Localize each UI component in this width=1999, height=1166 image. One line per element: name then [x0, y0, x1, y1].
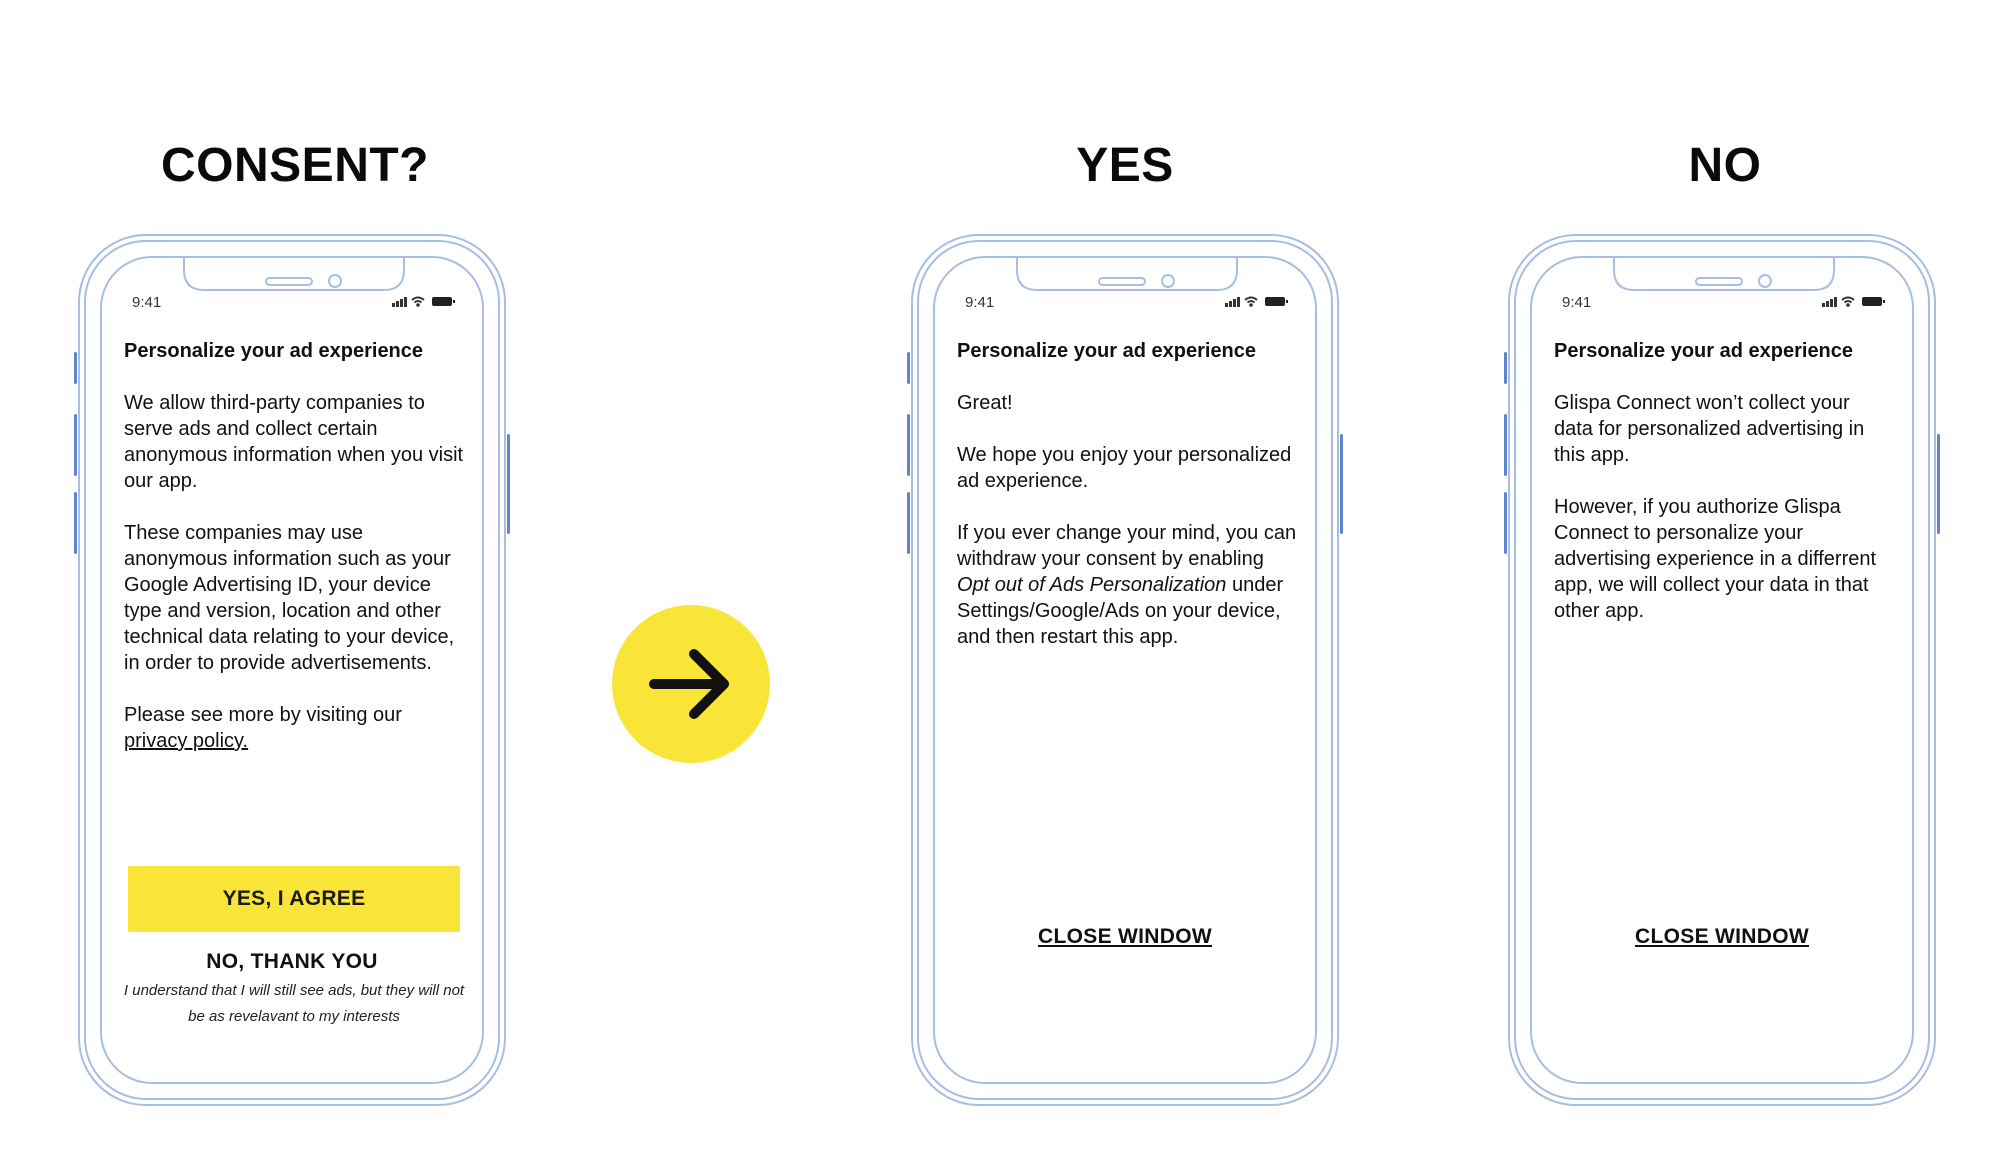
consent-phone: [78, 234, 506, 1106]
battery-icon: [1265, 297, 1288, 306]
restart-text: under Settings/Google/Ads on your device, and then restart this app.: [957, 574, 1284, 648]
no-phone: [1508, 234, 1936, 1106]
volume-up-button: [907, 414, 910, 476]
status-time: 9:41: [1562, 294, 1592, 311]
consent-content: [124, 338, 464, 780]
volume-up-button: [1504, 414, 1507, 476]
status-icons: [1225, 294, 1289, 313]
consent-paragraph-2: These companies may use anonymous information such as your Google Advertising ID, your device type and version, location and other technical data relating to your device, in order to provide advertisements.: [124, 522, 455, 674]
wifi-icon: [412, 298, 424, 307]
power-button: [1937, 434, 1940, 534]
no-screen: [1530, 256, 1914, 1084]
no-content: [1554, 338, 1894, 650]
yes-paragraph-1: Great!: [957, 392, 1013, 414]
no-title: NO: [1688, 139, 1762, 192]
volume-up-button: [74, 414, 77, 476]
mute-switch: [74, 352, 77, 384]
close-window-button[interactable]: CLOSE WINDOW: [1532, 924, 1912, 950]
status-icons: [392, 294, 456, 313]
decline-disclaimer: I understand that I will still see ads, but they will not be as revelavant to my interests: [123, 982, 465, 1025]
yes-paragraph-3: [957, 520, 1297, 650]
screen-heading: Personalize your ad experience: [1554, 340, 1854, 362]
volume-down-button: [74, 492, 77, 554]
wifi-icon: [1245, 298, 1257, 307]
yes-phone: [911, 234, 1339, 1106]
consent-title: CONSENT?: [161, 139, 429, 192]
battery-icon: [1862, 297, 1885, 306]
status-time: 9:41: [132, 294, 162, 311]
status-icons: [1822, 294, 1886, 313]
signal-icon: [1225, 297, 1240, 307]
screen-heading: Personalize your ad experience: [124, 340, 424, 362]
volume-down-button: [1504, 492, 1507, 554]
power-button: [1340, 434, 1343, 534]
screen-heading: Personalize your ad experience: [957, 340, 1257, 362]
yes-paragraph-2: We hope you enjoy your personalized ad experience.: [957, 444, 1292, 492]
wifi-icon: [1842, 298, 1854, 307]
no-paragraph-2: However, if you authorize Glispa Connect to personalize your advertising experience in a differrent app, we will collect your data in that other app.: [1554, 496, 1877, 622]
no-paragraph-1: Glispa Connect won’t collect your data for personalized advertising in this app.: [1554, 392, 1865, 466]
yes-content: [957, 338, 1297, 676]
withdraw-text: If you ever change your mind, you can withdraw your consent by enabling: [957, 522, 1297, 570]
consent-paragraph-1: We allow third-party companies to serve ads and collect certain anonymous information when you visit our app.: [124, 392, 464, 492]
mute-switch: [907, 352, 910, 384]
signal-icon: [392, 297, 407, 307]
no-thank-you-button[interactable]: NO, THANK YOU: [206, 950, 378, 973]
privacy-policy-link[interactable]: privacy policy.: [124, 730, 249, 752]
yes-agree-button[interactable]: YES, I AGREE: [128, 866, 460, 932]
opt-out-setting-name: Opt out of Ads Personalization: [957, 574, 1227, 596]
privacy-prompt: Please see more by visiting our: [124, 704, 402, 726]
arrow-right-icon: [612, 605, 770, 763]
power-button: [507, 434, 510, 534]
signal-icon: [1822, 297, 1837, 307]
yes-title: YES: [1076, 139, 1174, 192]
volume-down-button: [907, 492, 910, 554]
battery-icon: [432, 297, 455, 306]
consent-paragraph-3: [124, 702, 464, 754]
status-time: 9:41: [965, 294, 995, 311]
yes-screen: [933, 256, 1317, 1084]
mute-switch: [1504, 352, 1507, 384]
close-window-button[interactable]: CLOSE WINDOW: [935, 924, 1315, 950]
consent-screen: [100, 256, 484, 1084]
